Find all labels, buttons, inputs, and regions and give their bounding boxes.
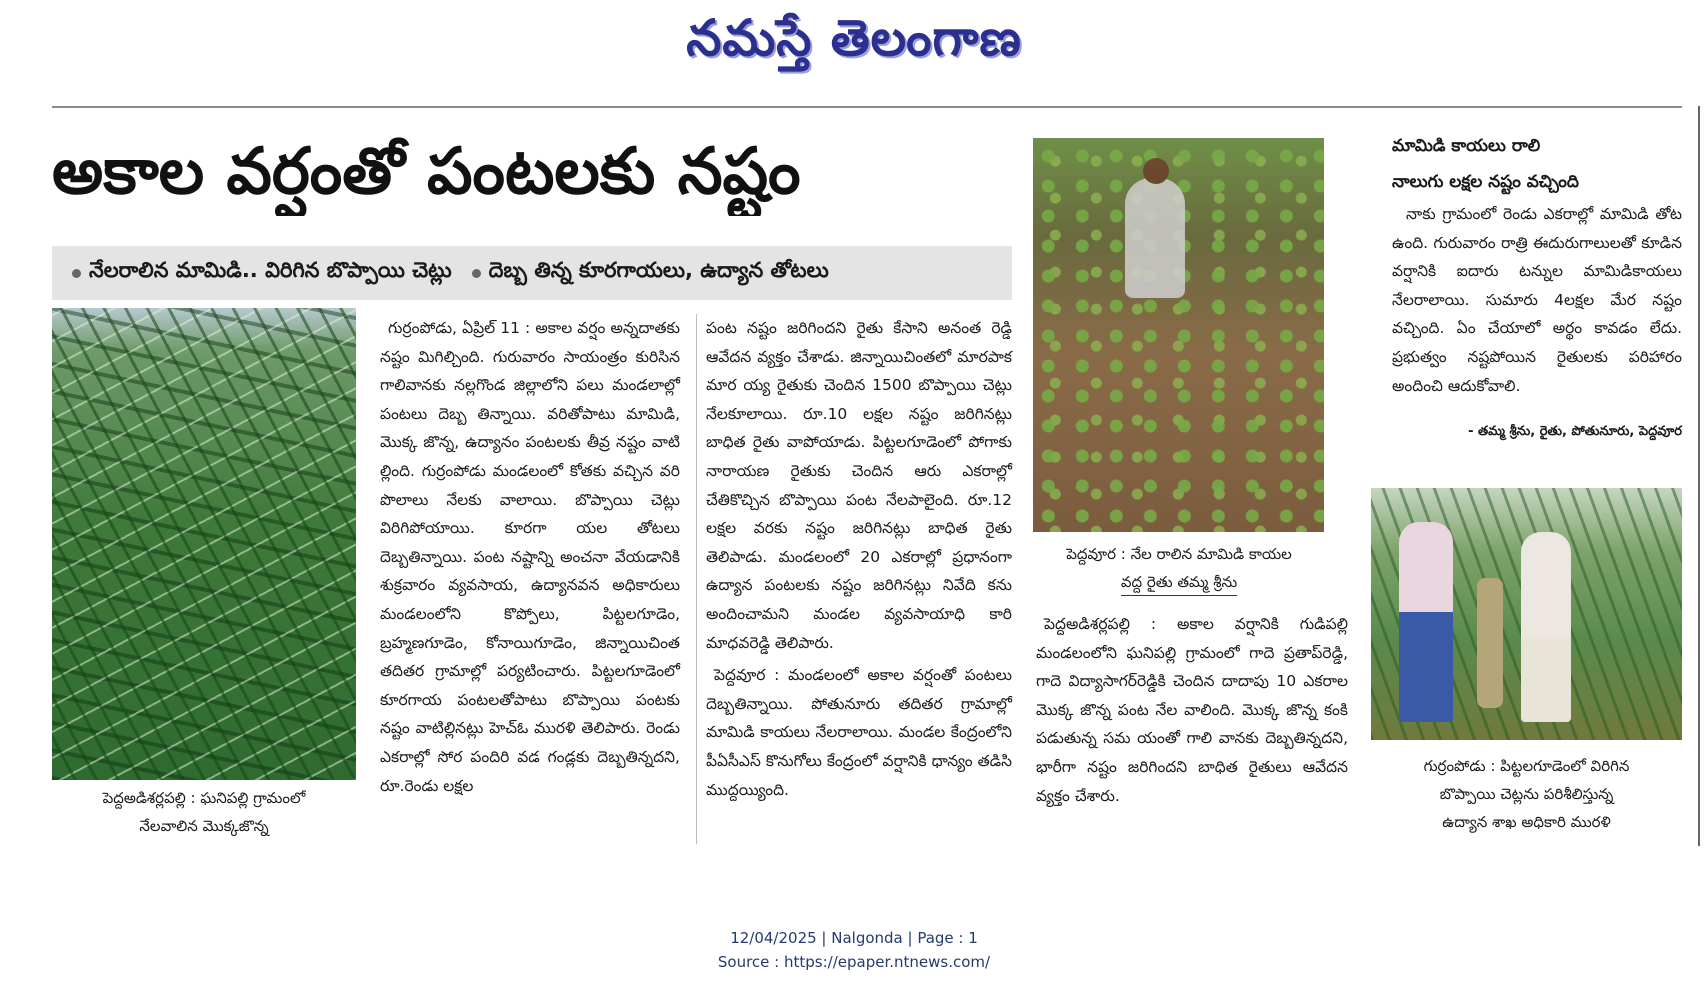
caption-line: పెద్దవూర : నేల రాలిన మామిడి కాయల xyxy=(1066,545,1292,563)
quote-attribution: - తమ్మ శ్రీను, రైతు, పోతునూరు, పెద్దవూర xyxy=(1468,424,1682,439)
caption-line: నేలవాలిన మొక్కజొన్న xyxy=(139,817,269,835)
bullet-icon xyxy=(72,269,81,278)
masthead-logo: నమస్తే తెలంగాణ xyxy=(686,8,1022,67)
quote-text: నాకు గ్రామంలో రెండు ఎకరాల్లో మామిడి తోట ఉంది. గురువారం రాత్రి ఈదురుగాలులతో కూడిన వర్షానికి ఐదారు టన్నుల మామిడికాయలు నేలరాలాయి. సుమారు 4లక్షల మేర నష్టం వచ్చింది. ఏం చేయాలో అర్థం కావడం లేదు. ప్రభుత్వం నష్టపోయిన రైతులకు పరిహారం అందించి ఆదుకోవాలి. xyxy=(1392,205,1682,395)
caption-line: వద్ద రైతు తమ్మ శ్రీను xyxy=(1121,569,1237,596)
official-figure xyxy=(1399,522,1453,722)
subhead-bar xyxy=(52,246,1012,300)
caption-line: ఉద్యాన శాఖ అధికారి మురళి xyxy=(1442,813,1611,831)
caption-officials-photo xyxy=(1371,752,1682,836)
article-paragraph: గుర్రంపోడు, ఏప్రిల్ 11 : అకాల వర్షం అన్నదాతకు నష్టం మిగిల్చింది. గురువారం సాయంత్రం కురిసిన గాలివానకు నల్లగొండ జిల్లాలోని పలు మండలాల్లో పంటలు దెబ్బ తిన్నాయి. వరితోపాటు మామిడి, మొక్క జొన్న, ఉద్యానం పంటలకు తీవ్ర నష్టం వాటి ల్లింది. గుర్రంపోడు మండలంలో కోతకు వచ్చిన వరి పొలాలు నేలకు వాలాయి. బొప్పాయి చెట్లు విరిగిపోయాయి. కూరగా యల తోటలు దెబ్బతిన్నాయి. పంట నష్టాన్ని అంచనా వేయడానికి శుక్రవారం వ్యవసాయ, ఉద్యానవన అధికారులు మండలంలోని కొప్పోలు, పిట్టలగూడెం, బ్రహ్మణగూడెం, కోనాయిగూడెం, జిన్నాయిచింత తదితర గ్రామాల్లో పర్యటించారు. పిట్టలగూడెంలో కూరగాయ పంటలతోపాటు బొప్పాయి పంటకు నష్టం వాటిల్లినట్లు హెచ్ఓ మురళి తెలిపారు. రెండు ఎకరాల్లో సోర పందిరి వడ గండ్లకు దెబ్బతిన్నదని, రూ.రెండు లక్షల xyxy=(380,319,680,795)
sidebar-heading-line: నాలుగు లక్షల నష్టం వచ్చింది xyxy=(1392,172,1579,192)
photo-farmer-fallen-mangoes xyxy=(1033,138,1324,532)
article-headline: అకాల వర్షంతో పంటలకు నష్టం xyxy=(52,135,801,209)
caption-line: గుర్రంపోడు : పిట్టలగూడెంలో విరిగిన xyxy=(1423,757,1630,775)
sidebar-heading-line: మామిడి కాయలు రాలి xyxy=(1392,136,1541,156)
caption-line: బొప్పాయి చెట్లను పరిశీలిస్తున్న xyxy=(1439,785,1614,803)
subhead-1: నేలరాలిన మామిడి.. విరిగిన బొప్పాయి చెట్లు xyxy=(89,258,452,282)
article-paragraph: పంట నష్టం జరిగిందని రైతు కేసాని అనంత రెడ్డి ఆవేదన వ్యక్తం చేశాడు. జిన్నాయిచింతలో మారపాక మార య్య రైతుకు చెందిన 1500 బొప్పాయి చెట్లు నేలకూలాయి. రూ.10 లక్షల నష్టం జరిగినట్లు బాధిత రైతు వాపోయాడు. పిట్టలగూడెంలో పోగాకు నారాయణ రైతుకు చెందిన ఆరు ఎకరాల్లో చేతికొచ్చిన బొప్పాయి పంట నేలపాలైంది. రూ.12 లక్షల వరకు నష్టం జరిగినట్లు బాధిత రైతు తెలిపాడు. మండలంలో 20 ఎకరాల్లో ప్రధానంగా ఉద్యాన పంటలకు నష్టం జరిగినట్లు నివేది కను అందించామని మండల వ్యవసాయాధి కారి మాధవరెడ్డి తెలిపారు. xyxy=(706,319,1012,652)
farmer-figure xyxy=(1125,178,1185,298)
papaya-trunk xyxy=(1477,578,1503,708)
photo-officials-papaya xyxy=(1371,488,1682,740)
masthead-divider xyxy=(52,106,1682,108)
subhead-2: దెబ్బ తిన్న కూరగాయలు, ఉద్యాన తోటలు xyxy=(488,258,829,282)
photo-fallen-corn xyxy=(52,308,356,780)
article-paragraph: పెద్దవూర : మండలంలో అకాల వర్షంతో పంటలు దెబ్బతిన్నాయి. పోతునూరు తదితర గ్రామాల్లో మామిడి కాయలు నేలరాలాయి. మండల కేంద్రంలోని పీఏసీఎస్ కొనుగోలు కేంద్రంలో వర్షానికి ధాన్యం తడిసి ముద్దయ్యింది. xyxy=(706,666,1012,799)
column-divider xyxy=(696,314,697,844)
bullet-icon xyxy=(472,269,481,278)
article-paragraph: పెద్దఅడిశర్లపల్లి : అకాల వర్షానికి గుడిపల్లి మండలంలోని ఘనిపల్లి గ్రామంలో గాదె ప్రతాప్‌రెడ్డి, గాదె విద్యాసాగర్‌రెడ్డికి చెందిన దాదాపు 10 ఎకరాల మొక్క జొన్న పంట నేల వాలింది. మొక్క జొన్న కంకి పడుతున్న సమ యంతో గాలి వానకు దెబ్బతిన్నదని, భారీగా నష్టం జరిగిందని బాధిత రైతులు ఆవేదన వ్యక్తం చేశారు. xyxy=(1036,615,1348,805)
sidebar-heading xyxy=(1392,128,1682,200)
article-column-2 xyxy=(706,314,1012,804)
caption-mango-photo xyxy=(1020,540,1338,596)
caption-corn-photo xyxy=(52,784,356,840)
footer-source-link[interactable]: Source : https://epaper.ntnews.com/ xyxy=(717,953,991,971)
page-edge-rule xyxy=(1698,106,1700,846)
article-column-1 xyxy=(380,314,680,800)
caption-line: పెద్దఅడిశర్లపల్లి : ఘనిపల్లి గ్రామంలో xyxy=(102,789,306,807)
page-footer xyxy=(0,926,1708,974)
sidebar-quote xyxy=(1392,200,1682,400)
farmer-figure xyxy=(1521,532,1571,722)
article-column-3 xyxy=(1036,610,1348,810)
footer-edition-info: 12/04/2025 | Nalgonda | Page : 1 xyxy=(730,929,978,947)
